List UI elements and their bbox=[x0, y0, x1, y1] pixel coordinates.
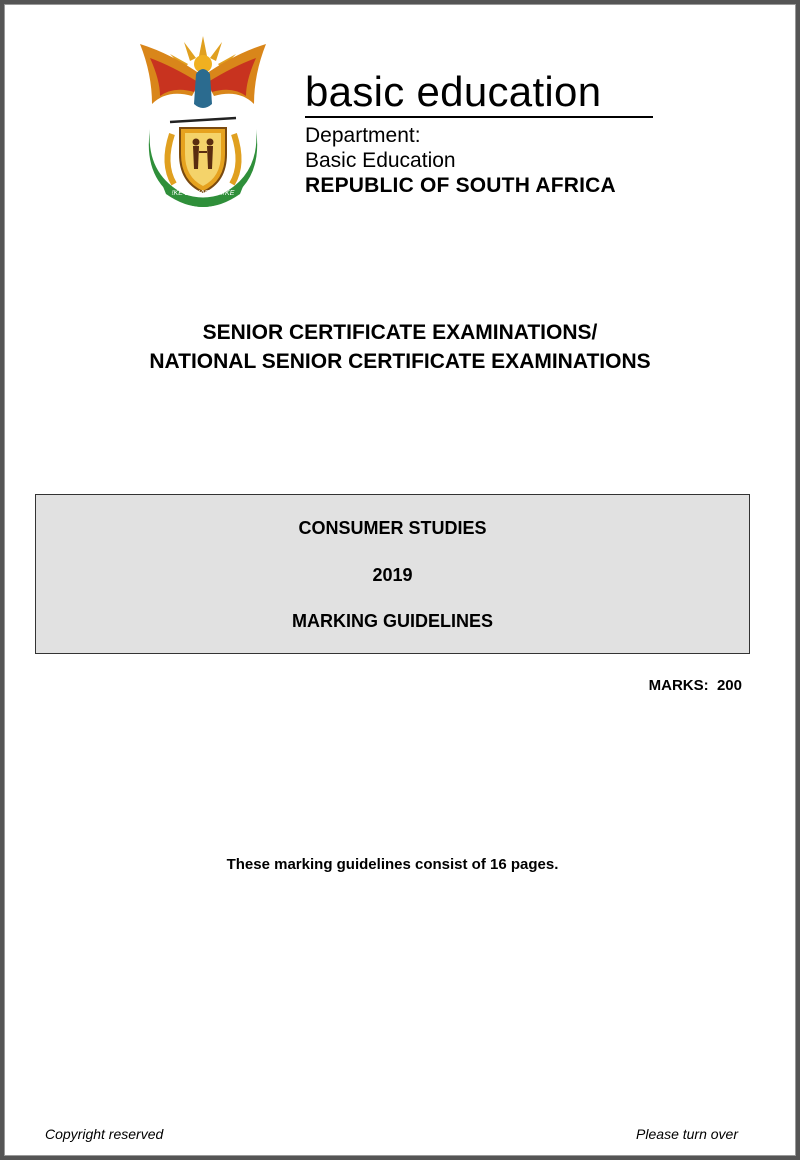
south-africa-coat-of-arms-icon bbox=[132, 34, 274, 214]
exam-title-line1: SENIOR CERTIFICATE EXAMINATIONS/ bbox=[202, 321, 598, 344]
total-marks bbox=[649, 676, 742, 696]
crest-motto: !KE E: /XARRA //KE bbox=[171, 190, 235, 197]
marks-value: 200 bbox=[716, 677, 742, 694]
exam-year: 2019 bbox=[372, 565, 413, 585]
document-type: MARKING GUIDELINES bbox=[291, 611, 493, 631]
subject-box bbox=[35, 494, 750, 654]
footer-copyright: Copyright reserved bbox=[45, 1126, 164, 1142]
country-name: REPUBLIC OF SOUTH AFRICA bbox=[305, 174, 616, 197]
subject-name: CONSUMER STUDIES bbox=[298, 518, 487, 538]
department-name: Basic Education bbox=[305, 149, 456, 172]
exam-title-line2: NATIONAL SENIOR CERTIFICATE EXAMINATIONS bbox=[149, 350, 651, 373]
page-count-note: These marking guidelines consist of 16 pages. bbox=[226, 856, 559, 873]
brand-underline bbox=[305, 116, 653, 118]
footer-turn-over: Please turn over bbox=[636, 1126, 738, 1142]
department-label: Department: bbox=[305, 124, 421, 147]
marks-label: MARKS: bbox=[648, 677, 709, 694]
brand-logotype: basic education bbox=[305, 68, 602, 115]
